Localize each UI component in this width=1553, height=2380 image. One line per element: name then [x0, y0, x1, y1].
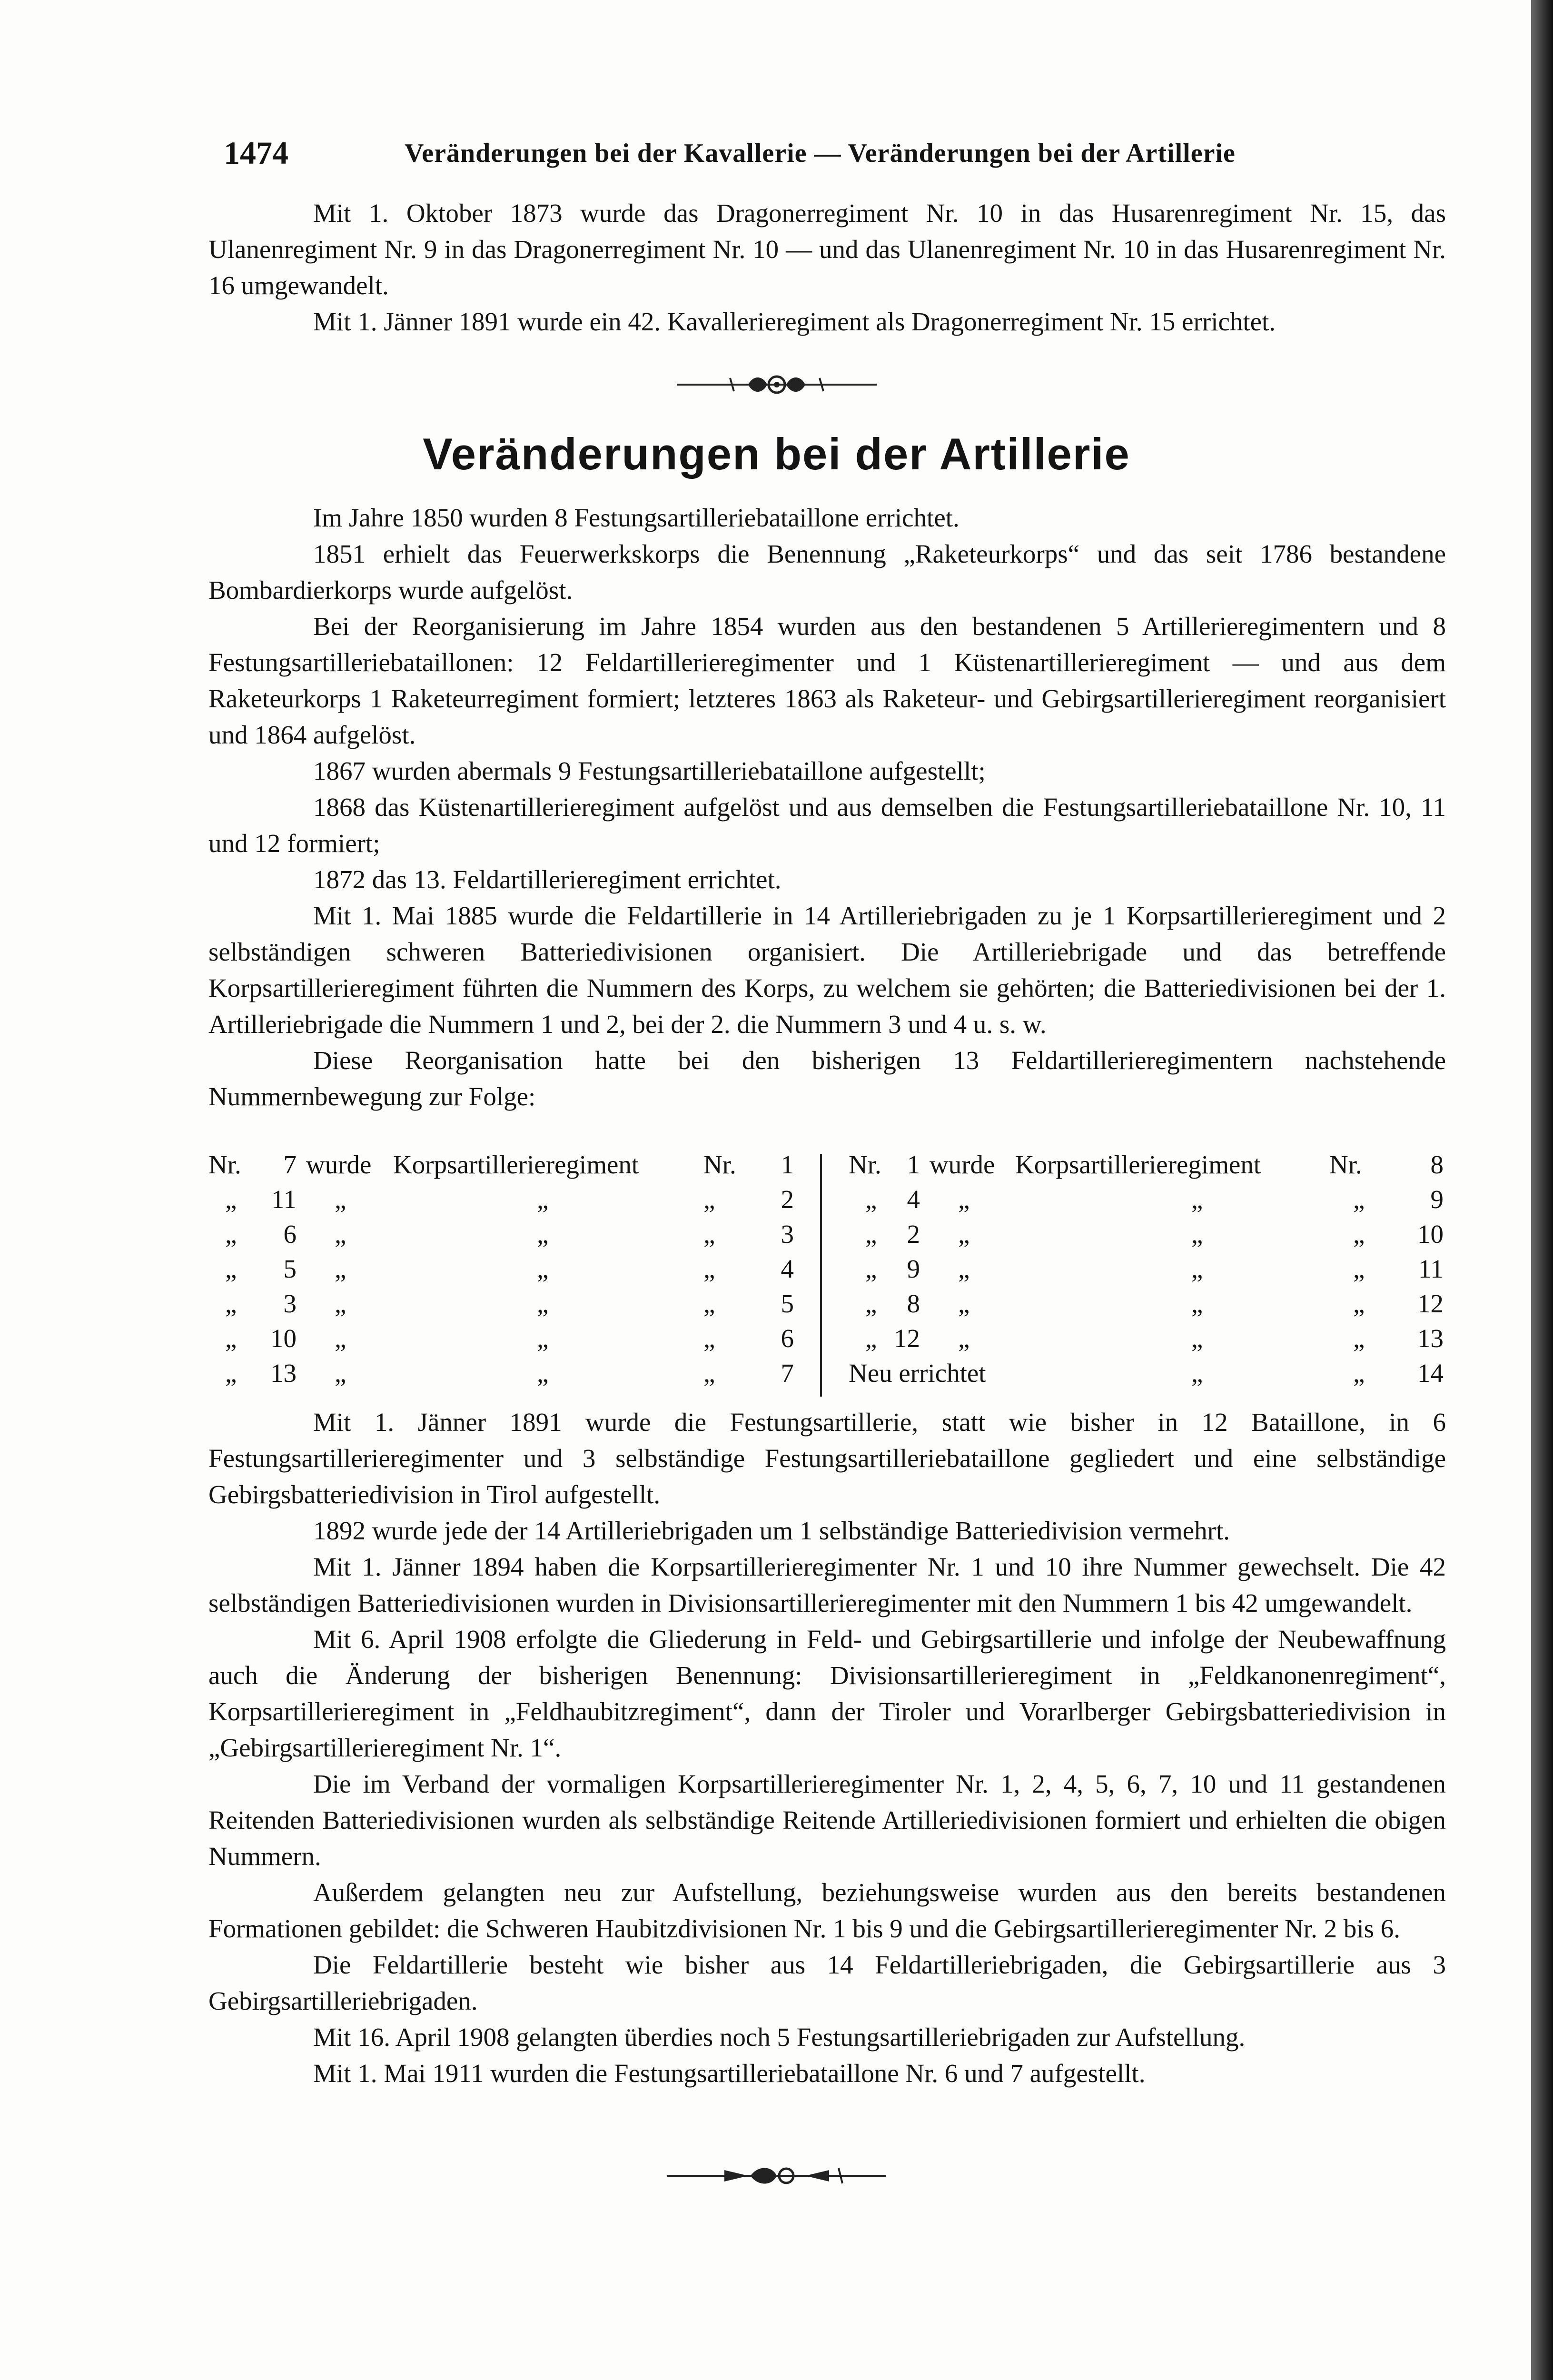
paragraph: Mit 16. April 1908 gelangten überdies noch 5 Festungsartilleriebrigaden zur Aufstellung. [313, 2023, 1246, 2052]
paragraph: Die Feldartillerie besteht wie bisher aus 14 Feldartilleriebrigaden, die Gebirgsartillerie aus 3 Gebirgsartilleriebrigaden. [208, 1950, 1446, 2015]
table-row: Nr. 7 wurde Korpsartillerieregiment Nr. 1 [208, 1150, 794, 1179]
table-row: „ 9 „ „ „ 11 [865, 1254, 1444, 1283]
renumbering-table-right [849, 1147, 1446, 1390]
paragraph: Mit 1. Jänner 1891 wurde die Festungsartillerie, statt wie bisher in 12 Bataillone, in 6 Festungsartillerieregimenter und 3 selbständige Festungsartilleriebataillone gegliedert und eine selbständige Gebirgsbatteriedivision in Tirol aufgestellt. [208, 1408, 1446, 1509]
paragraph: 1867 wurden abermals 9 Festungsartilleriebataillone aufgestellt; [313, 756, 986, 785]
table-row: „ 12 „ „ „ 13 [865, 1324, 1444, 1353]
artillery-section-a [208, 500, 1446, 1115]
paragraph: Im Jahre 1850 wurden 8 Festungsartilleriebataillone errichtet. [313, 503, 959, 532]
table-row: „ 11 „ „ „ 2 [225, 1185, 794, 1214]
paragraph: Diese Reorganisation hatte bei den bisherigen 13 Feldartillerieregimentern nachstehende Nummernbewegung zur Folge: [208, 1046, 1446, 1111]
renumbering-table [208, 1147, 1446, 1399]
paragraph: Mit 1. Jänner 1894 haben die Korpsartillerieregimenter Nr. 1 und 10 ihre Nummer gewechselt. Die 42 selbständigen Batteriedivisionen wurden in Divisionsartillerieregimenter mit den Nummern 1 bis 42 umgewandelt. [208, 1552, 1446, 1617]
table-row: „ 8 „ „ „ 12 [865, 1289, 1444, 1318]
artillery-section-b [208, 1404, 1446, 2092]
table-row: „ 5 „ „ „ 4 [225, 1254, 794, 1283]
table-row: „ 13 „ „ „ 7 [225, 1359, 794, 1388]
ornament-divider-bottom [667, 2163, 886, 2188]
paragraph: Bei der Reorganisierung im Jahre 1854 wurden aus den bestandenen 5 Artillerieregimentern und 8 Festungsartilleriebataillonen: 12 Feldartillerieregimenter und 1 Küstenartillerieregiment — und aus dem Raketeurkorps 1 Raketeurregiment formiert; letzteres 1863 als Raketeur- und Gebirgsartillerieregiment reorganisiert und 1864 aufgelöst. [208, 612, 1446, 749]
table-row: „ 4 „ „ „ 9 [865, 1185, 1444, 1214]
paragraph: Mit 1. Oktober 1873 wurde das Dragonerregiment Nr. 10 in das Husarenregiment Nr. 15, das Ulanenregiment Nr. 9 in das Dragonerregiment Nr. 10 — und das Ulanenregiment Nr. 10 in das Husarenregiment Nr. 16 umgewandelt. [208, 198, 1446, 300]
scan-edge-right [1531, 0, 1553, 2380]
table-row: „ 2 „ „ „ 10 [865, 1220, 1444, 1249]
table-row: „ 3 „ „ „ 5 [225, 1289, 794, 1318]
paragraph: Mit 6. April 1908 erfolgte die Gliederung in Feld- und Gebirgsartillerie und infolge der Neubewaffnung auch die Änderung der bisherigen Benennung: Divisionsartillerieregiment in „Feldkanonenregiment“, Korpsartillerieregiment in „Feldhaubitzregiment“, dann der Tiroler und Vorarlberger Gebirgsbatteriedivision in „Gebirgsartillerieregiment Nr. 1“. [208, 1625, 1446, 1762]
paragraph: Mit 1. Mai 1885 wurde die Feldartillerie in 14 Artilleriebrigaden zu je 1 Korpsartillerieregiment und 2 selbständigen schweren Batteriedivisionen organisiert. Die Artilleriebrigade und das betreffende Korpsartillerieregiment führten die Nummern des Korps, zu welchem sie gehörten; die Batteriedivisionen bei der 1. Artilleriebrigade die Nummern 1 und 2, bei der 2. die Nummern 3 und 4 u. s. w. [208, 901, 1446, 1039]
page-header [224, 134, 1447, 177]
ornament-divider-top [677, 372, 877, 397]
page-number: 1474 [224, 135, 288, 171]
cavalry-section [208, 195, 1446, 340]
renumbering-table-left [208, 1147, 794, 1390]
paragraph: 1851 erhielt das Feuerwerkskorps die Benennung „Raketeurkorps“ und das seit 1786 bestandene Bombardierkorps wurde aufgelöst. [208, 539, 1446, 605]
running-title: Veränderungen bei der Kavallerie — Veränderungen bei der Artillerie [405, 139, 1236, 168]
table-row: Nr. 1 wurde Korpsartillerieregiment Nr. 8 [849, 1150, 1444, 1179]
paragraph: 1892 wurde jede der 14 Artilleriebrigaden um 1 selbständige Batteriedivision vermehrt. [313, 1516, 1230, 1545]
paragraph: Die im Verband der vormaligen Korpsartillerieregimenter Nr. 1, 2, 4, 5, 6, 7, 10 und 11 gestandenen Reitenden Batteriedivisionen wurden als selbständige Reitende Artilleriedivisionen formiert und erhielten die obigen Nummern. [208, 1769, 1446, 1871]
paragraph: 1872 das 13. Feldartillerieregiment errichtet. [313, 865, 781, 894]
paragraph: Außerdem gelangten neu zur Aufstellung, beziehungsweise wurden aus den bereits bestandenen Formationen gebildet: die Schweren Haubitzdivisionen Nr. 1 bis 9 und die Gebirgsartillerieregimenter Nr. 2 bis 6. [208, 1878, 1446, 1943]
section-title: Veränderungen bei der Artillerie [423, 429, 1130, 479]
table-row: „ 6 „ „ „ 3 [225, 1220, 794, 1249]
paragraph: 1868 das Küstenartillerieregiment aufgelöst und aus demselben die Festungsartilleriebataillone Nr. 10, 11 und 12 formiert; [208, 793, 1446, 858]
paragraph: Mit 1. Jänner 1891 wurde ein 42. Kavallerieregiment als Dragonerregiment Nr. 15 errichtet. [313, 307, 1276, 336]
table-divider [820, 1154, 822, 1397]
paragraph: Mit 1. Mai 1911 wurden die Festungsartilleriebataillone Nr. 6 und 7 aufgestellt. [313, 2059, 1146, 2088]
table-row: „ 10 „ „ „ 6 [225, 1324, 794, 1353]
table-row: Neu errichtet „ „ 14 [849, 1359, 1444, 1388]
